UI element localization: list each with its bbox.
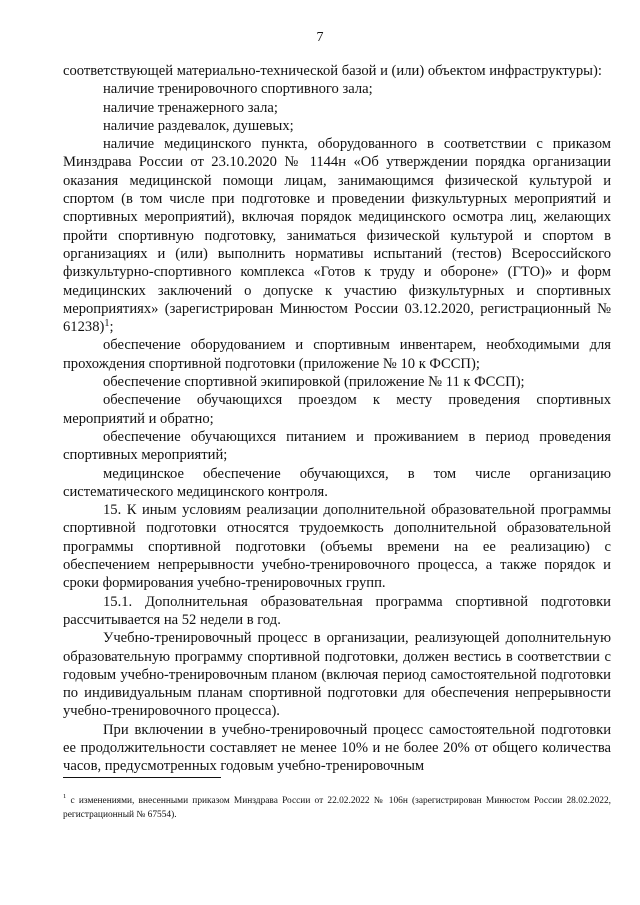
list-item: наличие тренировочного спортивного зала; [103,81,373,98]
list-item: обеспечение обучающихся питанием и проживанием в период проведения спортивных мероприятий; [63,428,611,464]
list-item: обеспечение спортивной экипировкой (приложение № 11 к ФССП); [103,374,525,391]
paragraph-section-15: 15. К иным условиям реализации дополнительной образовательной программы спортивной подготовки относятся трудоемкость дополнительной образовательной программы спортивной подготовки (объемы времени на ее реализацию) с обеспечением непрерывности учебно-тренировочного процесса, а также порядок и сроки формирования учебно-тренировочных групп. [63,502,611,592]
list-item: обеспечение оборудованием и спортивным инвентарем, необходимыми для прохождения спортивной подготовки (приложение № 10 к ФССП); [63,337,611,372]
paragraph: Учебно-тренировочный процесс в организации, реализующей дополнительную образовательную программу спортивной подготовки, должен вестись в соответствии с годовым учебно-тренировочным планом (включая период самостоятельной подготовки по индивидуальным планам спортивной подготовки для обеспечения непрерывности учебно-тренировочного процесса). [63,630,611,720]
footnote [63,794,611,822]
page-number: 7 [316,30,324,45]
footnote-text: с изменениями, внесенными приказом Минздрава России от 22.02.2022 № 106н (зарегистрирован Минюстом России 28.02.2022, регистрационный № 67554). [63,796,612,820]
paragraph: При включении в учебно-тренировочный процесс самостоятельной подготовки ее продолжительности составляет не менее 10% и не более 20% от общего количества часов, предусмотренных годовым учебно-тренировочным [63,721,611,775]
list-item-medical-point [63,135,611,336]
paragraph-section-15-1: 15.1. Дополнительная образовательная программа спортивной подготовки рассчитывается на 52 недели в год. [63,593,611,628]
paragraph-text: наличие медицинского пункта, оборудованного в соответствии с приказом Минздрава России от 23.10.2020 № 1144н «Об утверждении порядка организации оказания медицинской помощи лицам, занимающимся физической культурой и спортом (в том числе при подготовке и проведении физкультурных мероприятий и спортивных мероприятий), включая порядок медицинского осмотра лиц, желающих пройти спортивную подготовку, заниматься физической культурой и спортом в организациях и (или) выполнить нормативы испытаний (тестов) Всероссийского физкультурно-спортивного комплекса «Готов к труду и обороне» (ГТО)» и форм медицинских заключений о допуске к участию физкультурных и спортивных мероприятиях» (зарегистрирован Минюстом России 03.12.2020, регистрационный № 61238) [63,136,611,336]
document-body [63,62,611,776]
footnote-divider [63,777,221,778]
list-item: наличие раздевалок, душевых; [103,117,294,134]
paragraph-intro: соответствующей материально-технической базой и (или) объектом инфраструктуры): [63,63,602,79]
list-item: медицинское обеспечение обучающихся, в том числе организацию систематического медицинского контроля. [63,465,611,500]
paragraph-end: ; [109,319,114,336]
footnote-mark: 1 [63,793,67,800]
list-item: наличие тренажерного зала; [103,99,278,116]
footnote-reference: 1 [104,318,110,330]
list-item: обеспечение обучающихся проездом к месту проведения спортивных мероприятий и обратно; [63,392,611,427]
